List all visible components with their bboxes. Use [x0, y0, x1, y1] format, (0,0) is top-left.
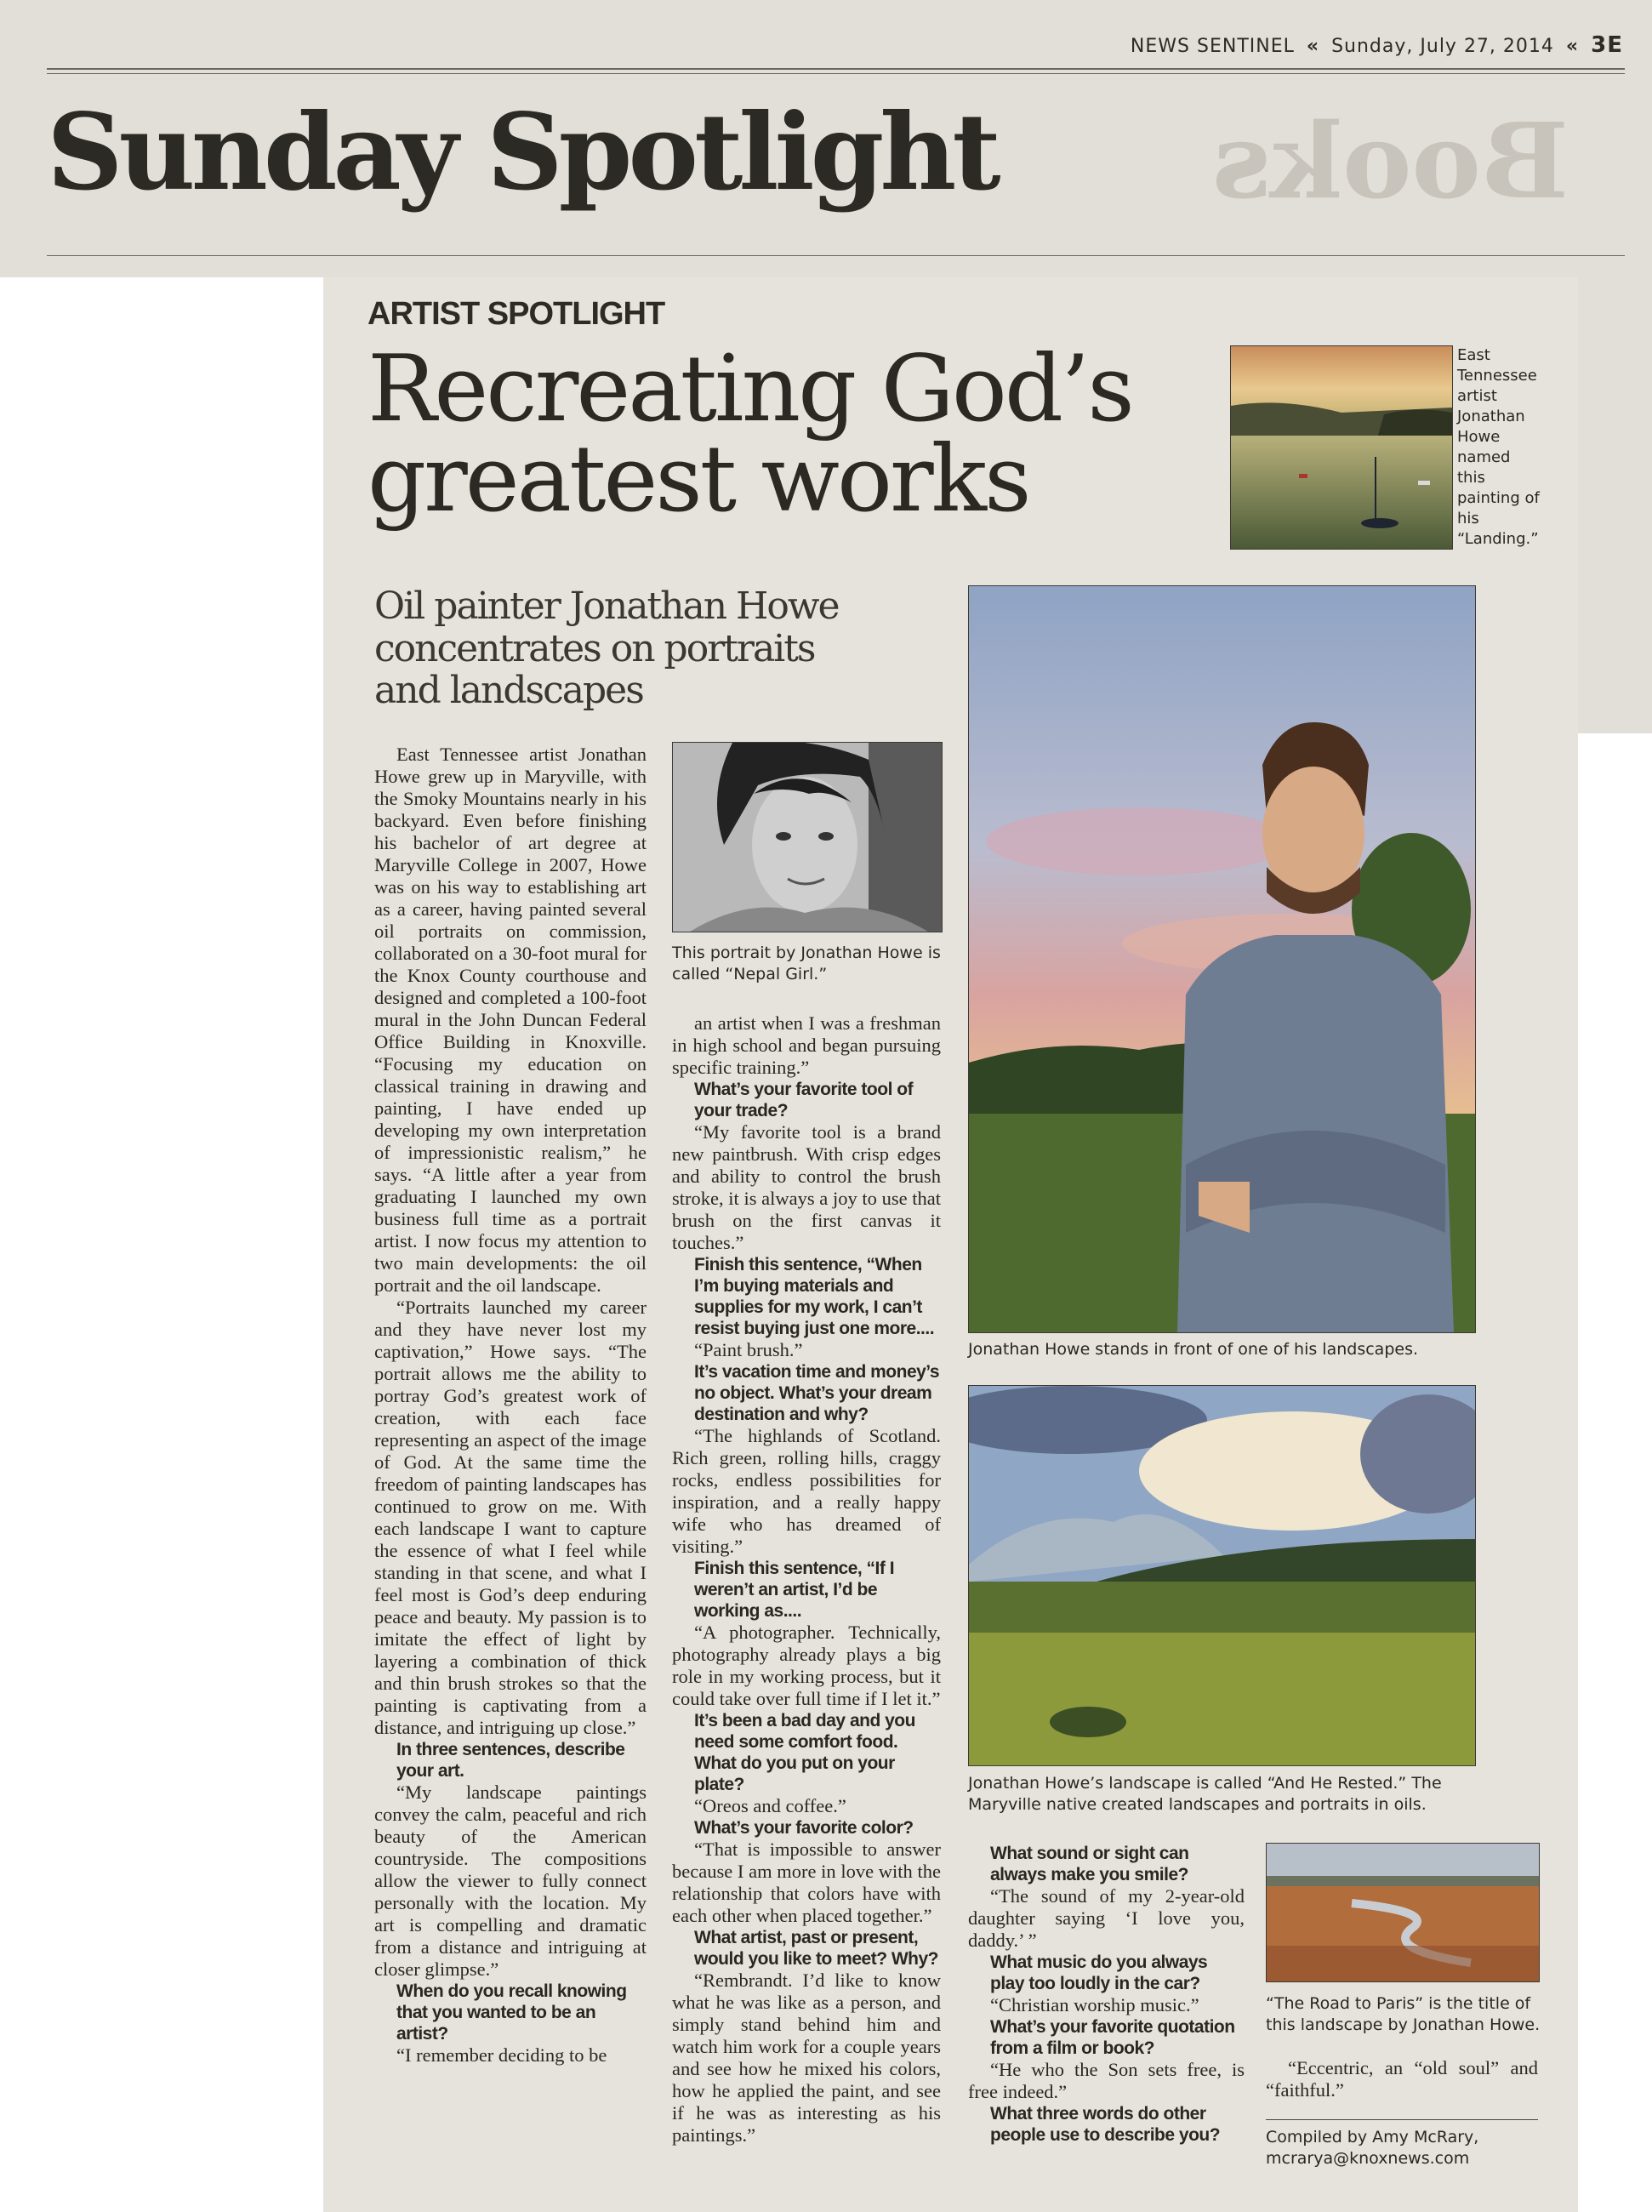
- header-rule-top-thin: [47, 73, 1625, 74]
- body-paragraph: “Portraits launched my career and they have never lost my captivation,” Howe says. “The portrait allows me the ability to portray God’s greatest work of creation, with each face representing an aspect of the image of God. At the same time the freedom of painting landscapes has continued to grow on me. With each landscape I want to capture the essence of what I feel while standing in that scene, and what I feel most is God’s deep enduring peace and beauty. My passion is to imitate the effect of light by layering a combination of thick and thin brush strokes so that the painting is captivating from a distance, and intriguing up close.”: [374, 1297, 647, 1738]
- road-to-paris-painting: [1266, 1843, 1540, 1982]
- interview-question: It’s vacation time and money’s no object. What’s your dream destination and why?: [694, 1362, 940, 1424]
- interview-question: It’s been a bad day and you need some comfort food. What do you put on your plate?: [694, 1711, 915, 1794]
- body-paragraph: East Tennessee artist Jonathan Howe grew up in Maryville, with the Smoky Mountains nearly in his backyard. Even before finishing his bachelor of art degree at Maryville College in 2007, Howe was on his way to establishing art as a career, having painted several oil portraits on commission, collaborated on a 30-foot mural for the Knox County courthouse and designed and completed a 100-foot mural in the John Duncan Federal Office Building in Knoxville. “Focusing my education on classical training in drawing and painting, I have ended up developing my own interpretation of impressionistic realism,” he says. “A little after a year from graduating I launched my own business full time as a portrait artist. I now focus my attention to two main developments: the oil portrait and the oil landscape.: [374, 744, 647, 1296]
- header-rule-top: [47, 68, 1625, 70]
- body-paragraph: an artist when I was a freshman in high school and began pursuing specific training.”: [672, 1012, 941, 1078]
- author-credit: [1266, 2127, 1547, 2169]
- landing-caption: East Tennessee artist Jonathan Howe named this painting of his “Landing.”: [1457, 346, 1540, 548]
- interview-question: What three words do other people use to describe you?: [990, 2104, 1221, 2145]
- nepal-girl-caption: This portrait by Jonathan Howe is called “Nepal Girl.”: [672, 944, 941, 983]
- article-headline: [367, 336, 1210, 533]
- interview-question: What’s your favorite quotation from a film or book?: [990, 2017, 1235, 2058]
- body-paragraph: “The highlands of Scotland. Rich green, rolling hills, craggy rocks, endless possibilities for inspiration, and a really happy wife who has dreamed of visiting.”: [672, 1425, 941, 1557]
- dateline: [1131, 32, 1623, 58]
- issue-date: Sunday, July 27, 2014: [1331, 36, 1554, 57]
- body-paragraph: “He who the Son sets free, is free indeed.”: [968, 2059, 1245, 2102]
- article-kicker: ARTIST SPOTLIGHT: [367, 296, 665, 332]
- article-deck: Oil painter Jonathan Howe concentrates on portraits and landscapes: [374, 584, 839, 713]
- credit-email: mcrarya@knoxnews.com: [1266, 2149, 1470, 2168]
- body-paragraph: “That is impossible to answer because I am more in love with the relationship that colors have with each other when placed together.”: [672, 1839, 941, 1926]
- page-number: 3E: [1591, 32, 1623, 58]
- portrait-illustration: [673, 743, 942, 932]
- body-paragraph: “Oreos and coffee.”: [694, 1795, 846, 1816]
- section-masthead: Sunday Spotlight: [47, 91, 997, 214]
- separator-icon: «: [1565, 36, 1580, 57]
- interview-question: What music do you always play too loudly in the car?: [990, 1953, 1208, 1993]
- and-he-rested-caption: Jonathan Howe’s landscape is called “And He Rested.” The Maryville native created landscapes and portraits in oils.: [968, 1774, 1442, 1814]
- body-column-4: [1266, 2057, 1538, 2101]
- nepal-girl-portrait: [672, 742, 943, 932]
- clipping-right-edge: [1578, 277, 1652, 733]
- interview-question: What sound or sight can always make you smile?: [990, 1844, 1189, 1884]
- body-column-2: [672, 1012, 941, 2146]
- body-paragraph: “My landscape paintings convey the calm, peaceful and rich beauty of the American countryside. The compositions allow the viewer to fully connect personally with the location. My art is compelling and dramatic from a distance and intriguing at closer glimpse.”: [374, 1782, 647, 1980]
- final-answer: “Eccentric, an “old soul” and “faithful.”: [1266, 2057, 1538, 2101]
- body-paragraph: “Paint brush.”: [694, 1339, 803, 1360]
- publication-name: NEWS SENTINEL: [1130, 36, 1295, 57]
- harbor-illustration: [1231, 346, 1452, 549]
- marsh-illustration: [1267, 1844, 1539, 1981]
- interview-question: What artist, past or present, would you like to meet? Why?: [694, 1928, 939, 1969]
- credit-name: Compiled by Amy McRary,: [1266, 2128, 1479, 2146]
- interview-question: When do you recall knowing that you wanted to be an artist?: [396, 1981, 627, 2044]
- body-column-1: [374, 744, 647, 2067]
- interview-question: Finish this sentence, “If I weren’t an artist, I’d be working as....: [694, 1559, 895, 1621]
- credit-rule: [1266, 2119, 1538, 2120]
- header-rule-bottom: [47, 255, 1625, 256]
- landing-painting: [1230, 345, 1453, 550]
- interview-question: In three sentences, describe your art.: [396, 1740, 625, 1781]
- interview-question: Finish this sentence, “When I’m buying materials and supplies for my work, I can’t resist buying just one more....: [694, 1255, 935, 1338]
- interview-question: What’s your favorite color?: [694, 1818, 914, 1838]
- body-paragraph: “I remember deciding to be: [396, 2044, 607, 2066]
- body-paragraph: “The sound of my 2-year-old daughter saying ‘I love you, daddy.’ ”: [968, 1885, 1245, 1951]
- body-paragraph: “A photographer. Technically, photography already plays a big role in my working process, but it could take over full time if I let it.”: [672, 1622, 941, 1709]
- body-paragraph: “My favorite tool is a brand new paintbrush. With crisp edges and ability to control the brush stroke, it is always a joy to use that brush on the first canvas it touches.”: [672, 1121, 941, 1253]
- artist-illustration: [969, 586, 1475, 1332]
- body-paragraph: “Rembrandt. I’d like to know what he was like as a person, and simply stand behind him and watch him work for a couple years and see how he mixed his colors, how he applied the paint, and see if he was as interesting as his paintings.”: [672, 1970, 941, 2146]
- and-he-rested-painting: [968, 1385, 1476, 1766]
- artist-photo: [968, 585, 1476, 1333]
- landscape-illustration: [969, 1386, 1475, 1765]
- bleed-through-text: Books: [1212, 100, 1569, 222]
- body-column-3: [968, 1843, 1245, 2146]
- road-to-paris-caption: “The Road to Paris” is the title of this landscape by Jonathan Howe.: [1266, 1994, 1541, 2034]
- headline-line-2: greatest works: [367, 425, 1029, 533]
- artist-photo-caption: Jonathan Howe stands in front of one of his landscapes.: [968, 1340, 1419, 1359]
- body-paragraph: “Christian worship music.”: [990, 1994, 1199, 2015]
- headline-line-1: Recreating God’s: [367, 336, 1132, 442]
- interview-question: What’s your favorite tool of your trade?: [694, 1080, 914, 1120]
- separator-icon: «: [1306, 36, 1320, 57]
